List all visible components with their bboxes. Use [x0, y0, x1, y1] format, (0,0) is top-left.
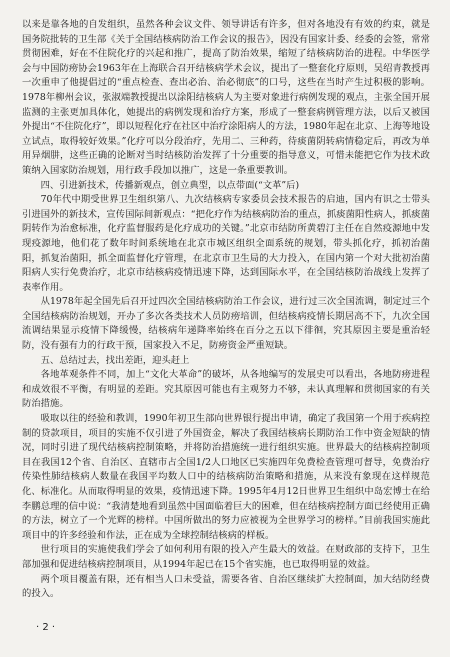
paragraph-1: 以来是靠各地的自发组织，虽然各种会议文件、领导讲话有许多，但对各地没有有效的约束，就是国务院批转的卫生部《关于全国结核病防治工作会议的报告》，因没有国家计委、经委的会签，常常贯彻困难，好在不住院化疗的兴起和推广，提高了防治效果，缩短了结核病防治的进程。中华医学会与中国防痨协会1963年在上海联合召开结核病学术会议，提出了一整套化疗原则，吴绍青教授再一次重申了他提倡过的“重点检查、查出必治、治必彻底”的口号，这些在当时产生过积极的影响。1978年柳州会议，张淑端教授提出以涂阳结核病人为主要对象进行病例发现的观点，主张全国开展监测的主张更加具体化，她提出的病例发现和治疗方案，形成了一整套病例管理方法，以后又被国外提出“不住院化疗”，即以短程化疗在社区中治疗涂阳病人的方法，1980年起在北京、上海等地设立试点，取得较好效果。”化疗可以分段治疗，先用二、三种药，待痰菌阴转病情稳定后，再改为单用异烟肼，这些正确的论断对当时结核防治发挥了十分重要的指导意义，可惜未能把它作为技术政策纳入国家防治规划，用行政手段加以推广，这是一条重要教训。: [22, 19, 430, 176]
paragraph-6: 世行项目的实施使我们学会了如何利用有限的投入产生最大的效益。在财政部的支持下，卫生部加强和促进结核病控制项目，从1994年起已在15个省实施，也已取得明显的效益。: [22, 544, 430, 570]
section-heading-5: 五、总结过去，找出差距，迎头赶上: [40, 354, 190, 366]
paragraph-4: 各地革观条件不同，加上“文化大革命”的破坏，从各地编写的发展史可以看出，各地防痨进程和成效很不平衡，有明显的差距。究其原因可能也有主观努力不够，未认真理解和贯彻国家的有关防治措施。: [22, 369, 430, 410]
paragraph-2: 70年代中期受世界卫生组织第八、九次结核病专家委员会技术报告的启迪，国内有识之士带头引进国外的新技术，宣传国际间新观点：“把化疗作为结核病防治的重点，抓痰菌阳性病人，抓痰菌阴转作为治愈标准，化疗监督服药是化疗成功的关键。”北京市结防所黄碧汀主任在自然疫源地中发现疫源地，他们花了数年时间系统地在北京市城区组织全面系统的规划，带头抓化疗，抓初治菌阳，抓复治菌阳，抓全面监督化疗管理，在北京市卫生局的大力投入，在国内第一个对大批初治菌阳病人实行免费治疗，北京市结核病疫情迅速下降，达到国际水平，在全国结核防治战线上发挥了表率作用。: [22, 194, 430, 293]
document-page: [22, 18, 430, 643]
paragraph-7: 两个项目覆盖有限，还有相当人口未受益，需要各省、自治区继续扩大控制面，加大结防经费的投入。: [22, 573, 430, 600]
paragraph-3: 从1978年起全国先后召开过四次全国结核病防治工作会议，进行过三次全国流调，制定过三个全国结核病防治规划，开办了多次各类技术人员防痨培训，但结核病疫情长期居高不下，九次全国流调结果显示疫情下降缓慢，结核病年递降率始终在百分之五以下徘徊，究其原因主要是重治轻防，没有强有力的行政干预，国家投入不足，防痨资金严重短缺。: [22, 296, 430, 352]
section-heading-4: 四、引进新技术，传播新观点，创立典型，以点带面(“文革”后): [40, 179, 300, 191]
paragraph-5: 吸取以往的经验和教训，1990年初卫生部向世界银行提出申请，确定了我国第一个用于疾病控制的贷款项目，项目的实施不仅引进了外国资金，解决了我国结核病长期防治工作中资金短缺的情况，同时引进了现代结核病控制策略，并将防治措施统一进行组织实施。世界最大的结核病控制项目在我国12个省、自治区、直辖市占全国1/2人口地区已实施四年免费检查管理可督导，免费治疗传染性肺结核病人数量在我国平均数人口中的结核病防治策略和措施，从来没有象现在这样规范化、标准化。从而取得明显的效果，疫情迅速下降。1995年4月12日世界卫生组织中岛宏博士在给李鹏总理的信中说：“我清楚地看到虽然中国面临着巨大的困难，但在结核病控制方面已经使用正确的方法，树立了一个光辉的榜样。中国所做出的努力应被视为全世界学习的榜样。”目前我国实施此项目中的许多经验和作法，正在成为全球控制结核病的样板。: [22, 413, 430, 541]
page-number: · 2 ·: [36, 622, 56, 633]
